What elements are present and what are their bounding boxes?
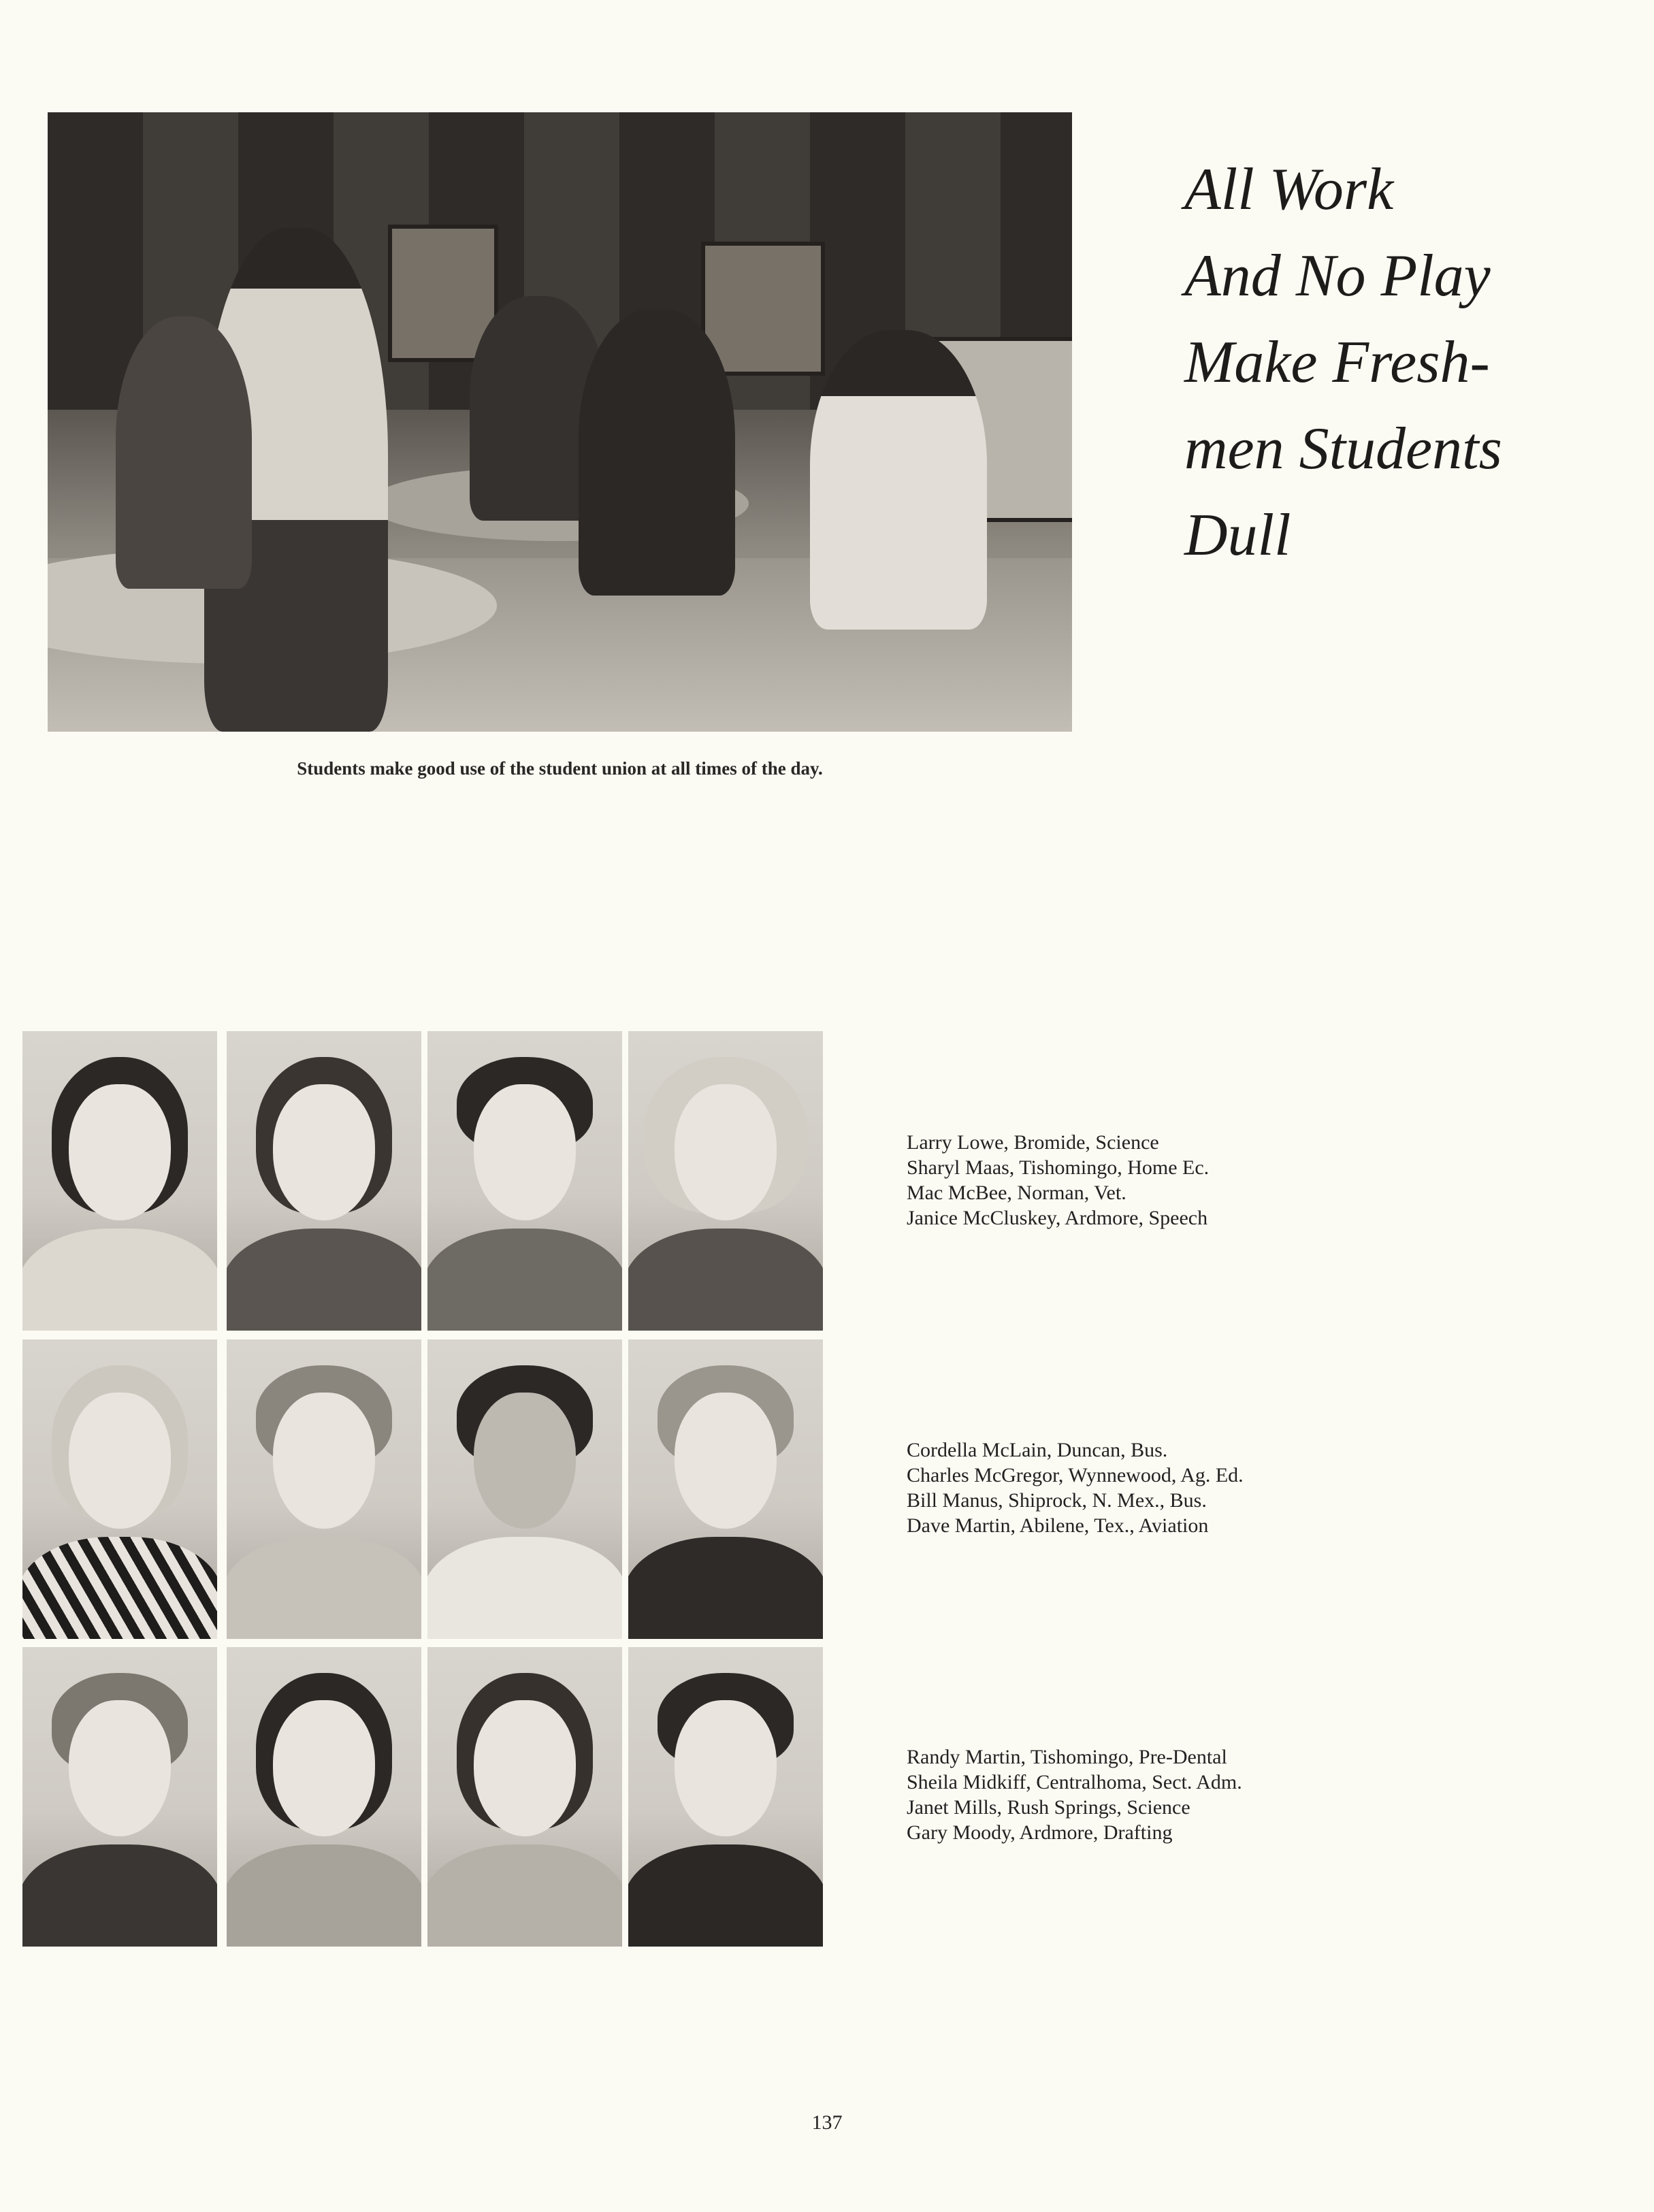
student-name: Cordella McLain, Duncan, Bus.: [907, 1439, 1168, 1461]
names-row-1: [907, 1130, 1209, 1231]
student-name: Janice McCluskey, Ardmore, Speech: [907, 1207, 1208, 1229]
student-name: Randy Martin, Tishomingo, Pre-Dental: [907, 1746, 1227, 1768]
seated-student-1: [116, 316, 252, 589]
names-row-3: [907, 1744, 1242, 1845]
student-name: Janet Mills, Rush Springs, Science: [907, 1796, 1190, 1819]
portrait-janet-mills: [427, 1647, 622, 1947]
portrait-bill-manus: [427, 1339, 622, 1639]
portrait-mac-mcbee: [427, 1031, 622, 1331]
portrait-dave-martin: [628, 1339, 823, 1639]
student-name: Charles McGregor, Wynnewood, Ag. Ed.: [907, 1464, 1244, 1486]
portrait-randy-martin: [22, 1647, 217, 1947]
pinball-machine-right: [701, 242, 825, 376]
student-name: Bill Manus, Shiprock, N. Mex., Bus.: [907, 1489, 1207, 1512]
student-name: Dave Martin, Abilene, Tex., Aviation: [907, 1514, 1209, 1537]
portrait-larry-lowe: [22, 1031, 217, 1331]
portrait-sheila-midkiff: [227, 1647, 421, 1947]
portrait-janice-mccluskey: [628, 1031, 823, 1331]
student-name: Mac McBee, Norman, Vet.: [907, 1182, 1126, 1204]
page-title: [1184, 146, 1620, 579]
student-name: Sheila Midkiff, Centralhoma, Sect. Adm.: [907, 1771, 1242, 1793]
title-line: And No Play: [1184, 243, 1491, 309]
names-row-2: [907, 1437, 1244, 1538]
student-name: Sharyl Maas, Tishomingo, Home Ec.: [907, 1156, 1210, 1179]
student-name: Larry Lowe, Bromide, Science: [907, 1131, 1159, 1154]
portrait-cordella-mclain: [22, 1339, 217, 1639]
portrait-sharyl-maas: [227, 1031, 421, 1331]
title-line: Make Fresh-: [1184, 329, 1490, 395]
page-number: 137: [811, 2111, 843, 2134]
seated-student-3: [579, 310, 735, 596]
student-name: Gary Moody, Ardmore, Drafting: [907, 1821, 1173, 1844]
photo-caption: Students make good use of the student union at all times of the day.: [297, 758, 823, 779]
portrait-charles-mcgregor: [227, 1339, 421, 1639]
title-line: All Work: [1184, 157, 1394, 223]
seated-student-4: [810, 330, 987, 630]
student-union-photo: [48, 112, 1072, 732]
title-line: Dull: [1184, 502, 1291, 568]
title-line: men Students: [1184, 416, 1502, 482]
portrait-gary-moody: [628, 1647, 823, 1947]
